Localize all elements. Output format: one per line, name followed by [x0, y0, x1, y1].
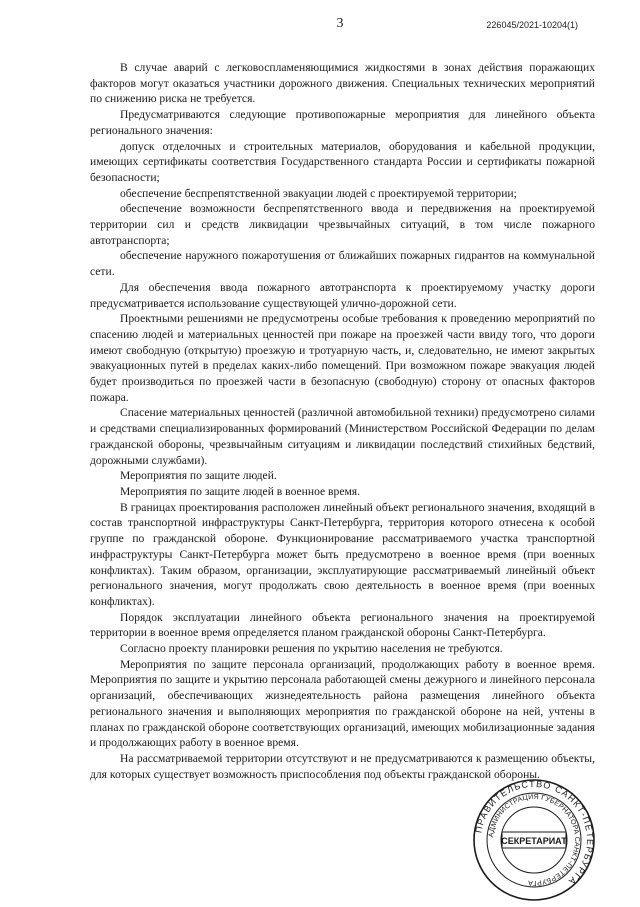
list-item: обеспечение возможности беспрепятственного ввода и передвижения на проектируемой территории сил и средств ликвидации чрезвычайных ситуаций, в том числе пожарного автотранспорта;	[90, 202, 595, 247]
stamp-outer-text: ПРАВИТЕЛЬСТВО САНКТ-ПЕТЕРБУРГА	[473, 778, 596, 888]
paragraph: Спасение материальных ценностей (различной автомобильной техники) предусмотрено силами и средствами специализированных формирований (Министерством Российской Федерации по делам гражданской обороны, чрезвычайным ситуациям и ликвидации последствий стихийных бедствий, дорожными службами).	[90, 406, 595, 467]
list-item: допуск отделочных и строительных материалов, оборудования и кабельной продукции, имеющих сертификаты соответствия Государственного стандарта России и сертификаты пожарной безопасности;	[90, 139, 595, 184]
paragraph: В случае аварий с легковоспламеняющимися жидкостями в зонах действия поражающих факторов могут оказаться участники дорожного движения. Специальных технических мероприятий по снижению риска не требуется.	[90, 61, 595, 106]
stamp-inner-text: АДМИНИСТРАЦИЯ ГУБЕРНАТОРА САНКТ-ПЕТЕРБУРГА	[488, 793, 581, 887]
stamp-seal-icon	[472, 778, 596, 902]
document-body	[90, 60, 595, 782]
stamp-center-text: СЕКРЕТАРИАТ	[501, 836, 567, 846]
secretariat-stamp	[472, 778, 596, 902]
list-item: обеспечение наружного пожаротушения от ближайших пожарных гидрантов на коммунальной сети.	[90, 249, 595, 279]
page-number: 3	[336, 16, 344, 31]
paragraph: Согласно проекту планировки решения по укрытию населения не требуются.	[120, 642, 503, 656]
paragraph: Мероприятия по защите персонала организаций, продолжающих работу в военное время. Мероприятия по защите и укрытию персонала работающей смены дежурного и линейного персонала организаций, обеспечивающих жизнедеятельность района размещения линейного объекта регионального значения и выполняющих мероприятия по гражданской обороне на ней, учтены в планах по гражданской обороне соответствующих организаций, имеющих мобилизационные задания и продолжающих работу в военное время.	[90, 657, 595, 750]
paragraph: В границах проектирования расположен линейный объект регионального значения, входящий в состав транспортной инфраструктуры Санкт-Петербурга, территория которого отнесена к особой группе по гражданской обороне. Функционирование рассматриваемого участка транспортной инфраструктуры Санкт-Петербурга может быть предусмотрено в военное время (при военных конфликтах). Таким образом, организации, эксплуатирующие рассматриваемый линейный объект регионального значения, могут продолжать свою деятельность в военное время (при военных конфликтах).	[90, 500, 595, 608]
document-id: 226045/2021-10204(1)	[486, 20, 578, 30]
paragraph: Проектными решениями не предусмотрены особые требования к проведению мероприятий по спасению людей и материальных ценностей при пожаре на проезжей части ввиду того, что дороги имеют свободную (открытую) проезжую и тротуарную часть, и, следовательно, не имеют закрытых эвакуационных путей в пределах каких-либо помещений. При возможном пожаре эвакуация людей будет производиться по проезжей части в безопасную (свободную) сторону от опасных факторов пожара.	[90, 312, 595, 404]
list-item: обеспечение беспрепятственной эвакуации людей с проектируемой территории;	[120, 186, 517, 200]
section-heading: Мероприятия по защите людей в военное время.	[120, 484, 361, 498]
paragraph: На рассматриваемой территории отсутствуют и не предусматриваются к размещению объекты, для которых существует возможность приспособления под объекты гражданской обороны.	[90, 751, 595, 781]
section-heading: Мероприятия по защите людей.	[120, 469, 277, 483]
paragraph: Порядок эксплуатации линейного объекта регионального значения на проектируемой территории в военное время определяется планом гражданской обороны Санкт-Петербурга.	[90, 610, 595, 640]
paragraph: Предусматриваются следующие противопожарные мероприятия для линейного объекта регионального значения:	[90, 108, 595, 137]
paragraph: Для обеспечения ввода пожарного автотранспорта к проектируемому участку дороги предусматривается использование существующей улично-дорожной сети.	[90, 280, 595, 310]
